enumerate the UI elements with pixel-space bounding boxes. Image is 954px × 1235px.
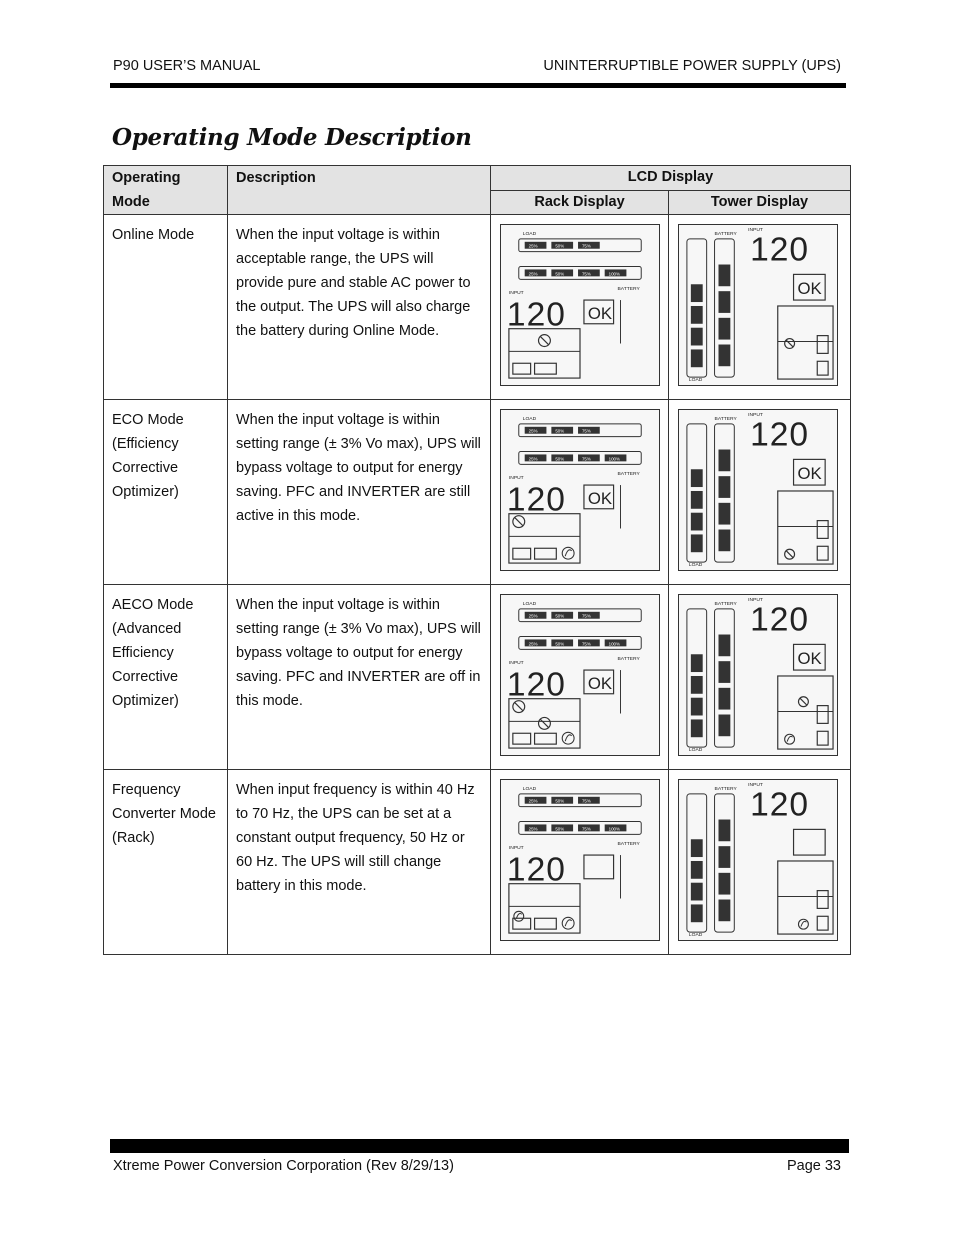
outlet-icon — [535, 733, 557, 744]
voltage-readout: 120 — [506, 851, 566, 889]
status-ok-text: OK — [797, 464, 822, 484]
outlet-icon — [535, 918, 557, 929]
segment-percent: 25% — [528, 826, 538, 832]
battery-label: BATTERY — [617, 842, 640, 848]
bar-segment — [691, 349, 703, 367]
segment-percent: 25% — [528, 641, 538, 647]
bar-segment — [719, 476, 731, 498]
mode-cell: ECO Mode (Efficiency Corrective Optimizer) — [104, 400, 228, 585]
bar-segment — [719, 873, 731, 895]
eco-leaf-icon — [785, 734, 795, 744]
battery-label: BATTERY — [617, 287, 640, 293]
rack-display-cell — [491, 215, 669, 400]
segment-percent: 75% — [581, 798, 591, 804]
flow-box — [778, 676, 833, 749]
tower-lcd-image — [678, 594, 838, 756]
segment-percent: 25% — [528, 243, 538, 249]
outlet-icon — [535, 548, 557, 559]
segment-percent: 75% — [581, 271, 591, 277]
segment-percent: 100% — [608, 271, 620, 277]
battery-icon — [817, 336, 828, 354]
load-label: LOAD — [688, 563, 703, 569]
segment-percent: 25% — [528, 271, 538, 277]
outlet-icon — [817, 361, 828, 375]
segment-percent: 50% — [555, 243, 565, 249]
segment-percent: 75% — [581, 613, 591, 619]
header-tower-display: Tower Display — [669, 191, 851, 215]
bar-segment — [691, 284, 703, 302]
header-rule — [110, 83, 846, 88]
voltage-readout: 120 — [506, 666, 566, 704]
segment-percent: 100% — [608, 456, 620, 462]
section-title: Operating Mode Description — [112, 124, 472, 151]
outlet-icon — [817, 546, 828, 560]
bar-segment — [719, 450, 731, 472]
status-ok-text: OK — [587, 673, 613, 693]
bar-segment — [691, 861, 703, 879]
input-label: INPUT — [508, 846, 524, 852]
bar-segment — [719, 635, 731, 657]
tower-display-cell — [669, 770, 851, 955]
footer-company: Xtreme Power Conversion Corporation (Rev 8/29/13) — [113, 1158, 454, 1174]
eco-leaf-icon — [798, 919, 808, 929]
flow-box — [778, 306, 833, 379]
battery-label: BATTERY — [714, 231, 737, 237]
eco-leaf-icon — [514, 911, 524, 921]
input-label: INPUT — [748, 227, 763, 233]
bar-segment — [691, 328, 703, 346]
input-label: INPUT — [508, 476, 524, 482]
battery-icon — [817, 706, 828, 724]
bar-segment — [719, 318, 731, 340]
rack-display-cell — [491, 400, 669, 585]
operating-mode-table — [103, 165, 851, 955]
battery-icon — [817, 521, 828, 539]
bar-segment — [719, 715, 731, 737]
bar-segment — [719, 688, 731, 710]
bar-segment — [719, 345, 731, 367]
footer-rule — [110, 1139, 849, 1153]
rack-lcd-image — [500, 594, 660, 756]
header-product-title: UNINTERRUPTIBLE POWER SUPPLY (UPS) — [543, 58, 841, 74]
status-box — [794, 829, 826, 855]
load-label: LOAD — [522, 786, 537, 792]
description-cell: When the input voltage is within setting range (± 3% Vo max), UPS will bypass voltage to output for energy saving. PFC and INVERTER are off in this mode. — [228, 585, 491, 770]
battery-label: BATTERY — [714, 416, 737, 422]
rack-display-cell — [491, 770, 669, 955]
input-label: INPUT — [508, 291, 524, 297]
load-label: LOAD — [688, 748, 703, 754]
mode-cell: Online Mode — [104, 215, 228, 400]
bar-segment — [691, 491, 703, 509]
bar-segment — [691, 306, 703, 324]
tower-display-cell — [669, 400, 851, 585]
segment-percent: 50% — [555, 428, 565, 434]
flow-box — [509, 329, 580, 378]
segment-percent: 50% — [555, 798, 565, 804]
battery-icon — [513, 733, 531, 744]
status-box — [584, 855, 614, 879]
outlet-icon — [817, 731, 828, 745]
bar-segment — [691, 839, 703, 857]
input-label: INPUT — [748, 597, 763, 603]
table-row — [104, 585, 851, 770]
table-row — [104, 400, 851, 585]
segment-percent: 25% — [528, 613, 538, 619]
bar-segment — [719, 530, 731, 552]
load-label: LOAD — [688, 378, 703, 384]
voltage-readout: 120 — [750, 231, 810, 269]
bar-segment — [719, 820, 731, 842]
bar-segment — [691, 883, 703, 901]
header-description: Description — [228, 166, 491, 215]
segment-percent: 25% — [528, 798, 538, 804]
segment-percent: 50% — [555, 613, 565, 619]
segment-percent: 75% — [581, 641, 591, 647]
battery-icon — [513, 363, 531, 374]
bar-segment — [691, 676, 703, 694]
bar-segment — [691, 904, 703, 922]
input-label: INPUT — [508, 661, 524, 667]
voltage-readout: 120 — [750, 416, 810, 454]
voltage-readout: 120 — [506, 296, 566, 334]
rack-lcd-image — [500, 409, 660, 571]
tower-display-cell — [669, 215, 851, 400]
battery-label: BATTERY — [714, 786, 737, 792]
header-lcd-display: LCD Display — [491, 166, 851, 191]
bar-segment — [719, 900, 731, 922]
outlet-icon — [817, 916, 828, 930]
tower-lcd-image — [678, 224, 838, 386]
description-cell: When the input voltage is within setting range (± 3% Vo max), UPS will bypass voltage to output for energy saving. PFC and INVERTER are still active in this mode. — [228, 400, 491, 585]
voltage-readout: 120 — [506, 481, 566, 519]
flow-box — [778, 861, 833, 934]
input-label: INPUT — [748, 412, 763, 418]
tower-lcd-image — [678, 779, 838, 941]
segment-percent: 75% — [581, 243, 591, 249]
table-row — [104, 770, 851, 955]
eco-leaf-icon — [562, 547, 574, 559]
bar-segment — [691, 698, 703, 716]
outlet-icon — [535, 363, 557, 374]
bar-segment — [719, 291, 731, 313]
bar-segment — [719, 265, 731, 287]
flow-box — [778, 491, 833, 564]
segment-percent: 25% — [528, 456, 538, 462]
status-ok-text: OK — [797, 279, 822, 299]
battery-label: BATTERY — [617, 472, 640, 478]
status-ok-text: OK — [797, 649, 822, 669]
load-label: LOAD — [522, 601, 537, 607]
voltage-readout: 120 — [750, 786, 810, 824]
header-operating-mode: Operating Mode — [104, 166, 228, 215]
bar-segment — [719, 846, 731, 868]
bar-segment — [691, 654, 703, 672]
bar-segment — [691, 534, 703, 552]
tower-lcd-image — [678, 409, 838, 571]
mode-cell: AECO Mode (Advanced Efficiency Corrective Optimizer) — [104, 585, 228, 770]
status-ok-text: OK — [587, 303, 613, 323]
flow-box — [509, 884, 580, 933]
load-label: LOAD — [522, 416, 537, 422]
segment-percent: 50% — [555, 456, 565, 462]
rack-lcd-image — [500, 779, 660, 941]
status-ok-text: OK — [587, 488, 613, 508]
rack-display-cell — [491, 585, 669, 770]
bar-segment — [719, 503, 731, 525]
flow-box — [509, 514, 580, 563]
segment-percent: 50% — [555, 271, 565, 277]
bar-segment — [691, 469, 703, 487]
header-rack-display: Rack Display — [491, 191, 669, 215]
segment-percent: 75% — [581, 456, 591, 462]
mode-cell: Frequency Converter Mode (Rack) — [104, 770, 228, 955]
tower-display-cell — [669, 585, 851, 770]
segment-percent: 100% — [608, 641, 620, 647]
eco-leaf-icon — [562, 917, 574, 929]
segment-percent: 75% — [581, 826, 591, 832]
segment-percent: 50% — [555, 826, 565, 832]
segment-percent: 50% — [555, 641, 565, 647]
input-label: INPUT — [748, 782, 763, 788]
battery-icon — [817, 891, 828, 909]
bar-segment — [691, 719, 703, 737]
battery-icon — [513, 548, 531, 559]
load-label: LOAD — [688, 933, 703, 939]
description-cell: When input frequency is within 40 Hz to 70 Hz, the UPS can be set at a constant output frequency, 50 Hz or 60 Hz. The UPS will still change battery in this mode. — [228, 770, 491, 955]
header-manual-title: P90 USER’S MANUAL — [113, 58, 261, 74]
bar-segment — [691, 513, 703, 531]
table-row — [104, 215, 851, 400]
segment-percent: 25% — [528, 428, 538, 434]
segment-percent: 100% — [608, 826, 620, 832]
voltage-readout: 120 — [750, 601, 810, 639]
rack-lcd-image — [500, 224, 660, 386]
load-label: LOAD — [522, 231, 537, 237]
description-cell: When the input voltage is within acceptable range, the UPS will provide pure and stable AC power to the output. The UPS will also charge the battery during Online Mode. — [228, 215, 491, 400]
footer-page-number: Page 33 — [786, 1158, 841, 1174]
eco-leaf-icon — [562, 732, 574, 744]
bar-segment — [719, 661, 731, 683]
battery-label: BATTERY — [714, 601, 737, 607]
battery-label: BATTERY — [617, 657, 640, 663]
segment-percent: 75% — [581, 428, 591, 434]
